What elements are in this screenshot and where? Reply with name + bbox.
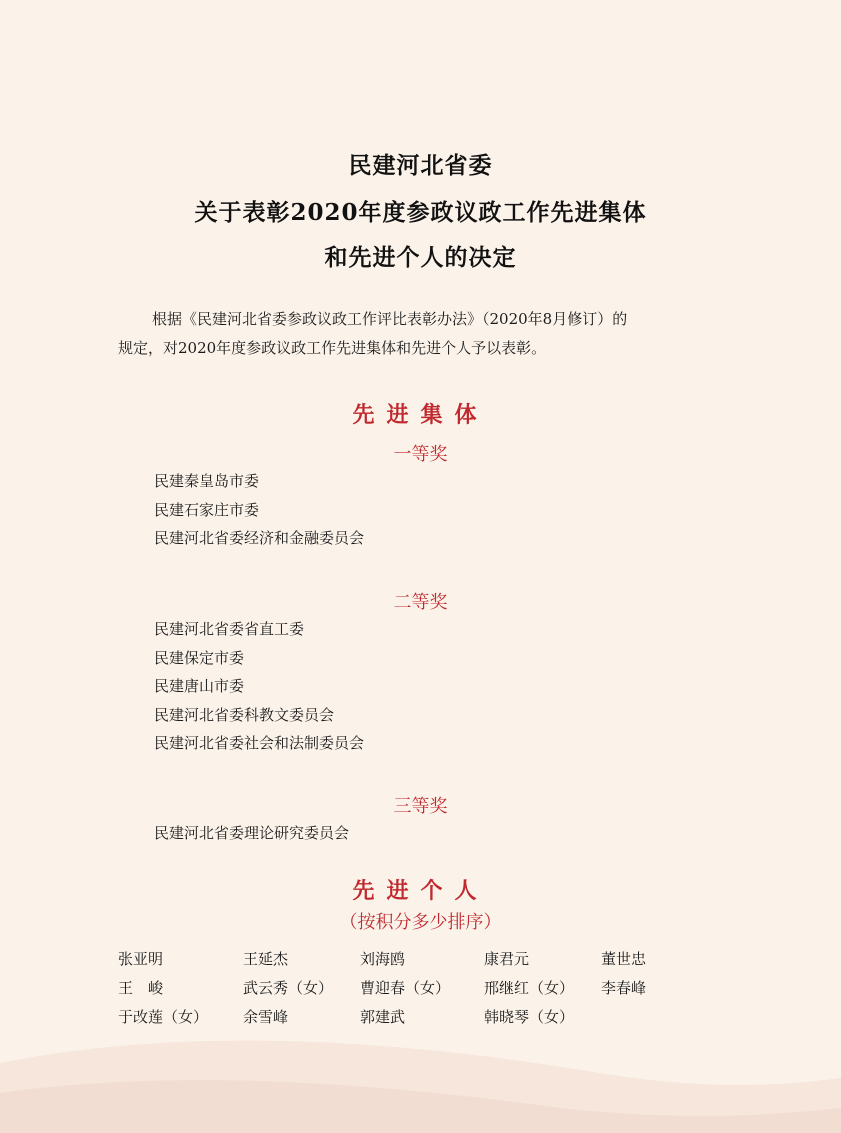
individuals-heading: 先进个人 [352, 878, 489, 904]
person-name: 李春峰 [601, 979, 647, 997]
person-name: 董世忠 [601, 950, 647, 968]
list-item: 民建保定市委 [154, 648, 245, 667]
intro-line-1: 根据《民建河北省委参政议政工作评比表彰办法》（2020年8月修订）的 [152, 310, 628, 328]
person-name: 曹迎春（女） [360, 979, 451, 997]
person-name: 王 峻 [118, 979, 164, 997]
name-row [118, 974, 718, 1003]
title-line-2: 关于表彰2020年度参政议政工作先进集体 [194, 199, 647, 226]
list-item: 民建石家庄市委 [154, 500, 260, 519]
first-prize-list [154, 467, 364, 553]
list-item: 民建河北省委科教文委员会 [154, 705, 335, 724]
person-name: 武云秀（女） [243, 979, 334, 997]
person-name: 于改莲（女） [118, 1008, 209, 1026]
list-item: 民建唐山市委 [154, 677, 245, 695]
title-line-3: 和先进个人的决定 [324, 244, 517, 271]
list-item: 民建河北省委社会和法制委员会 [154, 734, 365, 752]
list-item: 民建河北省委省直工委 [154, 620, 305, 638]
intro-line-2: 规定，对2020年度参政议政工作先进集体和先进个人予以表彰。 [118, 339, 547, 357]
third-prize-list [154, 819, 349, 848]
collectives-heading: 先进集体 [352, 402, 489, 428]
name-row [118, 1003, 718, 1032]
person-name: 余雪峰 [243, 1008, 289, 1026]
person-name: 刘海鸥 [360, 950, 406, 968]
name-row [118, 945, 718, 974]
first-prize-label: 一等奖 [393, 444, 448, 465]
list-item: 民建河北省委理论研究委员会 [154, 824, 350, 842]
list-item: 民建秦皇岛市委 [154, 472, 260, 490]
person-name: 邢继红（女） [484, 979, 575, 997]
list-item: 民建河北省委经济和金融委员会 [154, 529, 365, 547]
person-name: 韩晓琴（女） [484, 1008, 575, 1026]
person-name: 康君元 [484, 950, 530, 968]
person-name: 王延杰 [243, 950, 289, 968]
title-line-1: 民建河北省委 [348, 152, 493, 179]
person-name: 张亚明 [118, 950, 164, 968]
individuals-sort-note: （按积分多少排序） [339, 912, 502, 933]
individuals-grid [118, 945, 718, 1032]
third-prize-label: 三等奖 [393, 796, 448, 817]
second-prize-label: 二等奖 [393, 592, 448, 613]
person-name: 郭建武 [360, 1008, 406, 1026]
second-prize-list [154, 615, 364, 758]
